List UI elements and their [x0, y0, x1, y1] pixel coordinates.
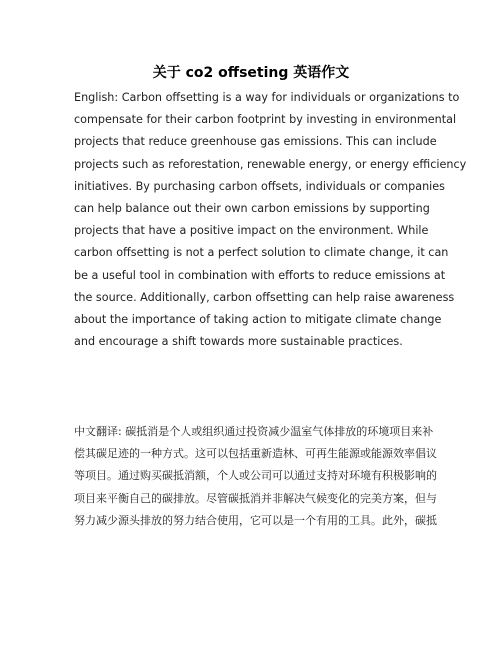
english-line: projects that reduce greenhouse gas emissions. This can include — [74, 135, 437, 149]
english-paragraph — [74, 87, 467, 353]
english-line: about the importance of taking action to mitigate climate change — [74, 313, 442, 327]
english-line: initiatives. By purchasing carbon offsets, individuals or companies — [74, 179, 446, 193]
chinese-line: 等项目。通过购买碳抵消额，个人或公司可以通过支持对环境有积极影响的 — [74, 469, 437, 483]
chinese-paragraph — [74, 421, 437, 532]
english-line: the source. Additionally, carbon offsetting can help raise awareness — [74, 290, 455, 304]
chinese-line: 项目来平衡自己的碳排放。尽管碳抵消并非解决气候变化的完美方案，但与 — [74, 491, 437, 505]
english-line: can help balance out their own carbon emissions by supporting — [74, 202, 430, 216]
english-line: English: Carbon offsetting is a way for individuals or organizations to — [74, 91, 460, 104]
english-line: be a useful tool in combination with efforts to reduce emissions at — [74, 268, 446, 282]
english-line: projects such as reforestation, renewable energy, or energy efficiency — [74, 157, 467, 171]
chinese-line: 偿其碳足迹的一种方式。这可以包括重新造林、可再生能源或能源效率倡议 — [74, 447, 437, 461]
english-line: carbon offsetting is not a perfect solution to climate change, it can — [74, 246, 449, 260]
english-line: and encourage a shift towards more sustainable practices. — [74, 335, 403, 349]
english-line: compensate for their carbon footprint by investing in environmental — [74, 113, 457, 127]
english-line: projects that have a positive impact on the environment. While — [74, 224, 429, 238]
chinese-line: 努力减少源头排放的努力结合使用，它可以是一个有用的工具。此外，碳抵 — [74, 513, 437, 527]
chinese-line: 中文翻译: 碳抵消是个人或组织通过投资减少温室气体排放的环境项目来补 — [74, 425, 434, 438]
document-title: 关于 co2 offseting 英语作文 — [152, 65, 350, 81]
